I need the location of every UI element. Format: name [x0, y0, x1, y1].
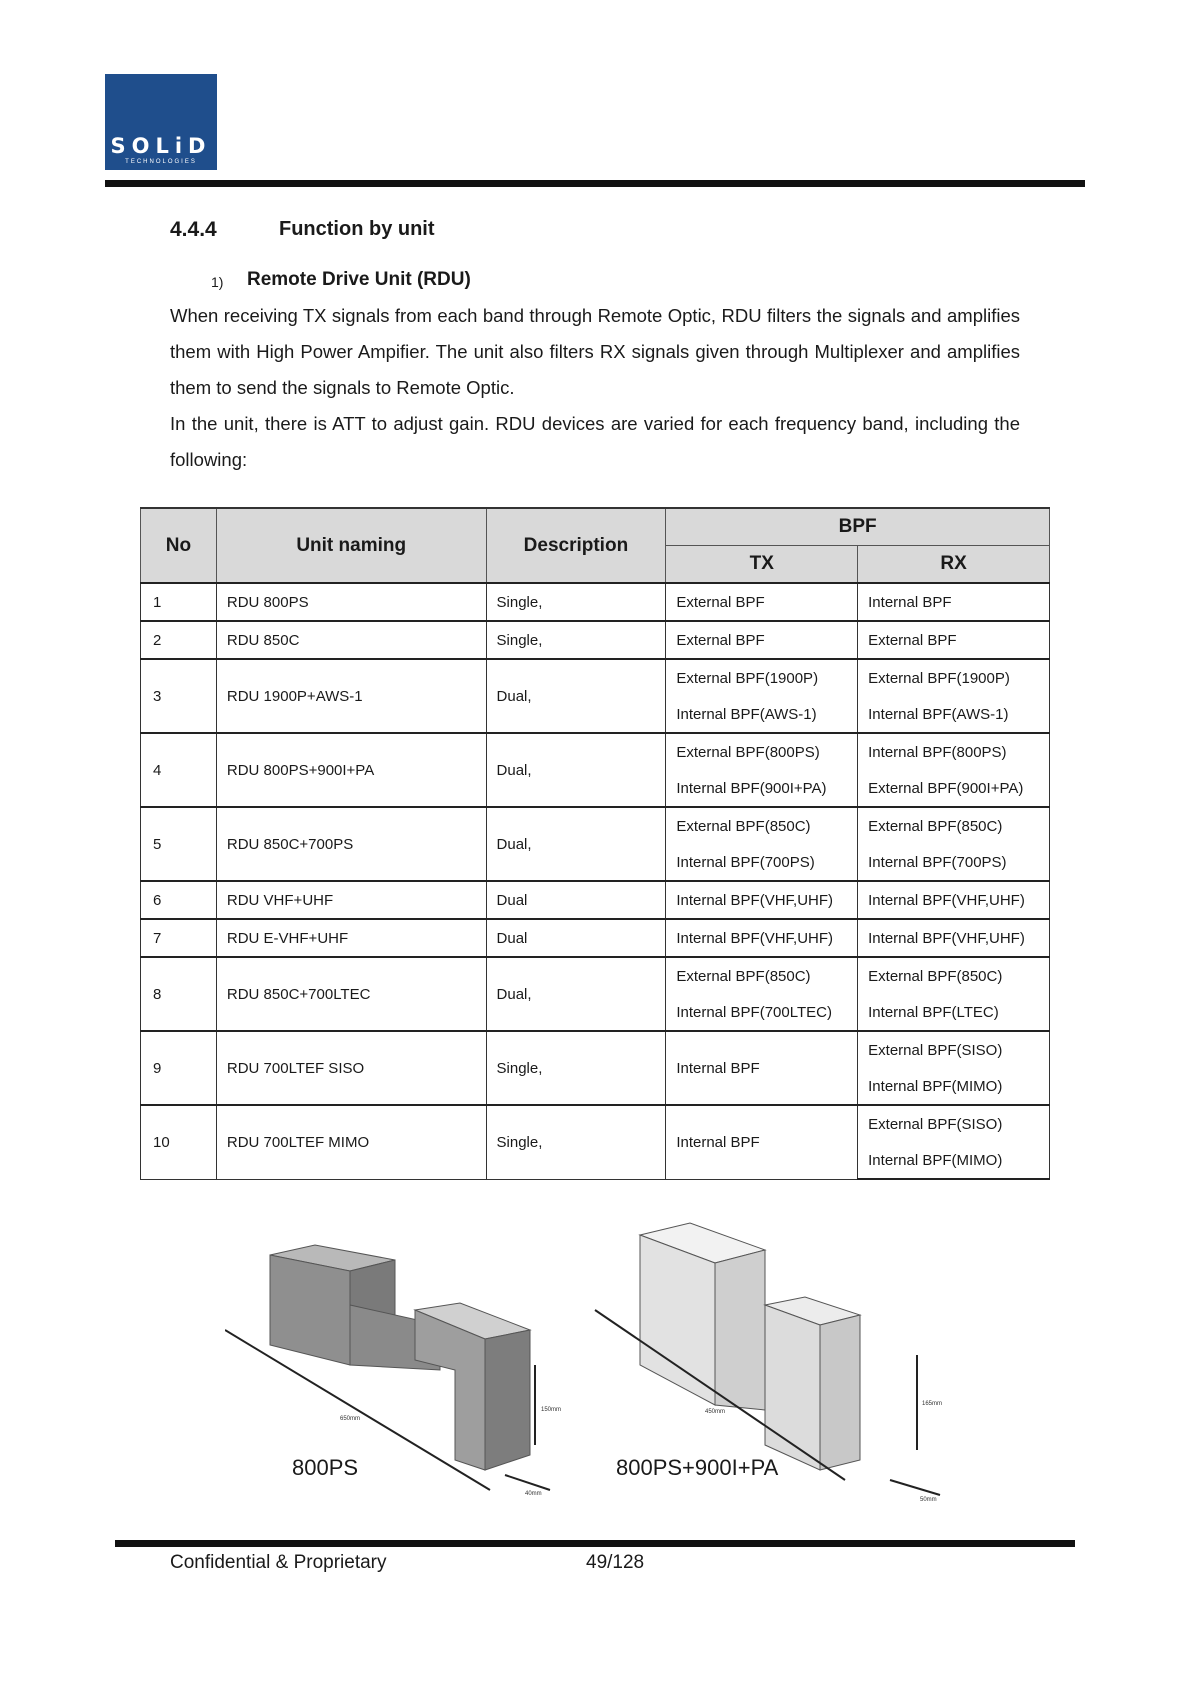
row-number: 5	[141, 807, 217, 881]
header-description: Description	[486, 508, 666, 583]
tx-bpf: External BPF(850C)	[666, 807, 858, 844]
description: Dual	[486, 881, 666, 919]
tx-bpf: External BPF(850C)	[666, 957, 858, 994]
row-number: 3	[141, 659, 217, 733]
unit-name: RDU 800PS+900I+PA	[216, 733, 486, 807]
rx-bpf: External BPF(850C)	[858, 957, 1050, 994]
rdu-unit-body	[225, 1245, 550, 1490]
rx-bpf: Internal BPF	[858, 583, 1050, 621]
unit-name: RDU 700LTEF MIMO	[216, 1105, 486, 1179]
rx-bpf: Internal BPF(LTEC)	[858, 994, 1050, 1031]
table-row	[141, 807, 1050, 844]
figure-caption: 800PS+900I+PA	[616, 1455, 779, 1480]
rx-bpf: External BPF(850C)	[858, 807, 1050, 844]
footer-rule	[115, 1540, 1075, 1547]
description: Single,	[486, 583, 666, 621]
row-number: 2	[141, 621, 217, 659]
row-number: 8	[141, 957, 217, 1031]
header-no: No	[141, 508, 217, 583]
tx-bpf: Internal BPF(AWS-1)	[666, 696, 858, 733]
description: Single,	[486, 1105, 666, 1179]
table-row	[141, 659, 1050, 696]
row-number: 6	[141, 881, 217, 919]
unit-name: RDU E-VHF+UHF	[216, 919, 486, 957]
header-rx: RX	[858, 546, 1050, 584]
rx-bpf: External BPF(SISO)	[858, 1031, 1050, 1068]
table-row	[141, 1031, 1050, 1068]
company-logo	[105, 74, 217, 170]
table-row	[141, 919, 1050, 957]
unit-name: RDU 800PS	[216, 583, 486, 621]
description: Dual,	[486, 733, 666, 807]
unit-name: RDU 850C+700PS	[216, 807, 486, 881]
rdu-table	[140, 507, 1050, 1180]
tx-bpf: External BPF(1900P)	[666, 659, 858, 696]
table-row	[141, 583, 1050, 621]
unit-name: RDU 1900P+AWS-1	[216, 659, 486, 733]
logo-tagline: TECHNOLOGIES	[125, 159, 197, 165]
row-number: 10	[141, 1105, 217, 1179]
rx-bpf: Internal BPF(AWS-1)	[858, 696, 1050, 733]
rx-bpf: Internal BPF(800PS)	[858, 733, 1050, 770]
header-bpf: BPF	[666, 508, 1050, 546]
body-text	[170, 298, 1020, 478]
description: Single,	[486, 621, 666, 659]
paragraph: In the unit, there is ATT to adjust gain. RDU devices are varied for each frequency band, including the following:	[170, 413, 1020, 470]
tx-bpf: Internal BPF(700LTEC)	[666, 994, 858, 1031]
figure-caption: 800PS	[292, 1455, 359, 1480]
rx-bpf: Internal BPF(VHF,UHF)	[858, 881, 1050, 919]
rx-bpf: Internal BPF(VHF,UHF)	[858, 919, 1050, 957]
row-number: 9	[141, 1031, 217, 1105]
table-body	[141, 583, 1050, 1179]
paragraph: When receiving TX signals from each band through Remote Optic, RDU filters the signals and amplifies them with High Power Ampifier. The unit also filters RX signals given through Multiplexer and amplifies them to send the signals to Remote Optic.	[170, 305, 1020, 398]
page-number: 49/128	[586, 1552, 645, 1573]
rx-bpf: External BPF(1900P)	[858, 659, 1050, 696]
unit-name: RDU 850C	[216, 621, 486, 659]
unit-name: RDU 700LTEF SISO	[216, 1031, 486, 1105]
description: Dual,	[486, 807, 666, 881]
tx-bpf: Internal BPF(VHF,UHF)	[666, 881, 858, 919]
description: Dual	[486, 919, 666, 957]
tx-bpf: Internal BPF	[666, 1105, 858, 1179]
height-label: 150mm	[541, 1407, 562, 1413]
tx-bpf: Internal BPF(900I+PA)	[666, 770, 858, 807]
rx-bpf: External BPF	[858, 621, 1050, 659]
subsection-title: Remote Drive Unit (RDU)	[247, 269, 471, 290]
table-row	[141, 621, 1050, 659]
header-tx: TX	[666, 546, 858, 584]
depth-label: 40mm	[525, 1491, 542, 1497]
logo-wordmark: SOLiD	[110, 134, 212, 158]
length-label: 450mm	[705, 1409, 726, 1415]
row-number: 1	[141, 583, 217, 621]
rx-bpf: Internal BPF(MIMO)	[858, 1068, 1050, 1105]
tx-bpf: External BPF	[666, 621, 858, 659]
description: Dual,	[486, 659, 666, 733]
header-unit-naming: Unit naming	[216, 508, 486, 583]
table-row	[141, 1105, 1050, 1142]
tx-bpf: External BPF	[666, 583, 858, 621]
unit-name: RDU VHF+UHF	[216, 881, 486, 919]
table-row	[141, 957, 1050, 994]
length-label: 650mm	[340, 1416, 361, 1422]
rx-bpf: External BPF(SISO)	[858, 1105, 1050, 1142]
unit-name: RDU 850C+700LTEC	[216, 957, 486, 1031]
tx-bpf: Internal BPF(700PS)	[666, 844, 858, 881]
rx-bpf: External BPF(900I+PA)	[858, 770, 1050, 807]
section-number: 4.4.4	[170, 218, 217, 241]
header-rule	[105, 180, 1085, 187]
description: Dual,	[486, 957, 666, 1031]
footer-confidential: Confidential & Proprietary	[170, 1552, 387, 1573]
row-number: 4	[141, 733, 217, 807]
subsection-number: 1)	[211, 274, 224, 290]
depth-label: 50mm	[920, 1497, 937, 1503]
table-row	[141, 881, 1050, 919]
row-number: 7	[141, 919, 217, 957]
tx-bpf: External BPF(800PS)	[666, 733, 858, 770]
tx-bpf: Internal BPF(VHF,UHF)	[666, 919, 858, 957]
section-title: Function by unit	[279, 218, 435, 240]
table-row	[141, 733, 1050, 770]
rx-bpf: Internal BPF(700PS)	[858, 844, 1050, 881]
tx-bpf: Internal BPF	[666, 1031, 858, 1105]
rdu-800ps-figure	[225, 1235, 585, 1500]
rx-bpf: Internal BPF(MIMO)	[858, 1142, 1050, 1179]
height-label: 165mm	[922, 1401, 943, 1407]
description: Single,	[486, 1031, 666, 1105]
